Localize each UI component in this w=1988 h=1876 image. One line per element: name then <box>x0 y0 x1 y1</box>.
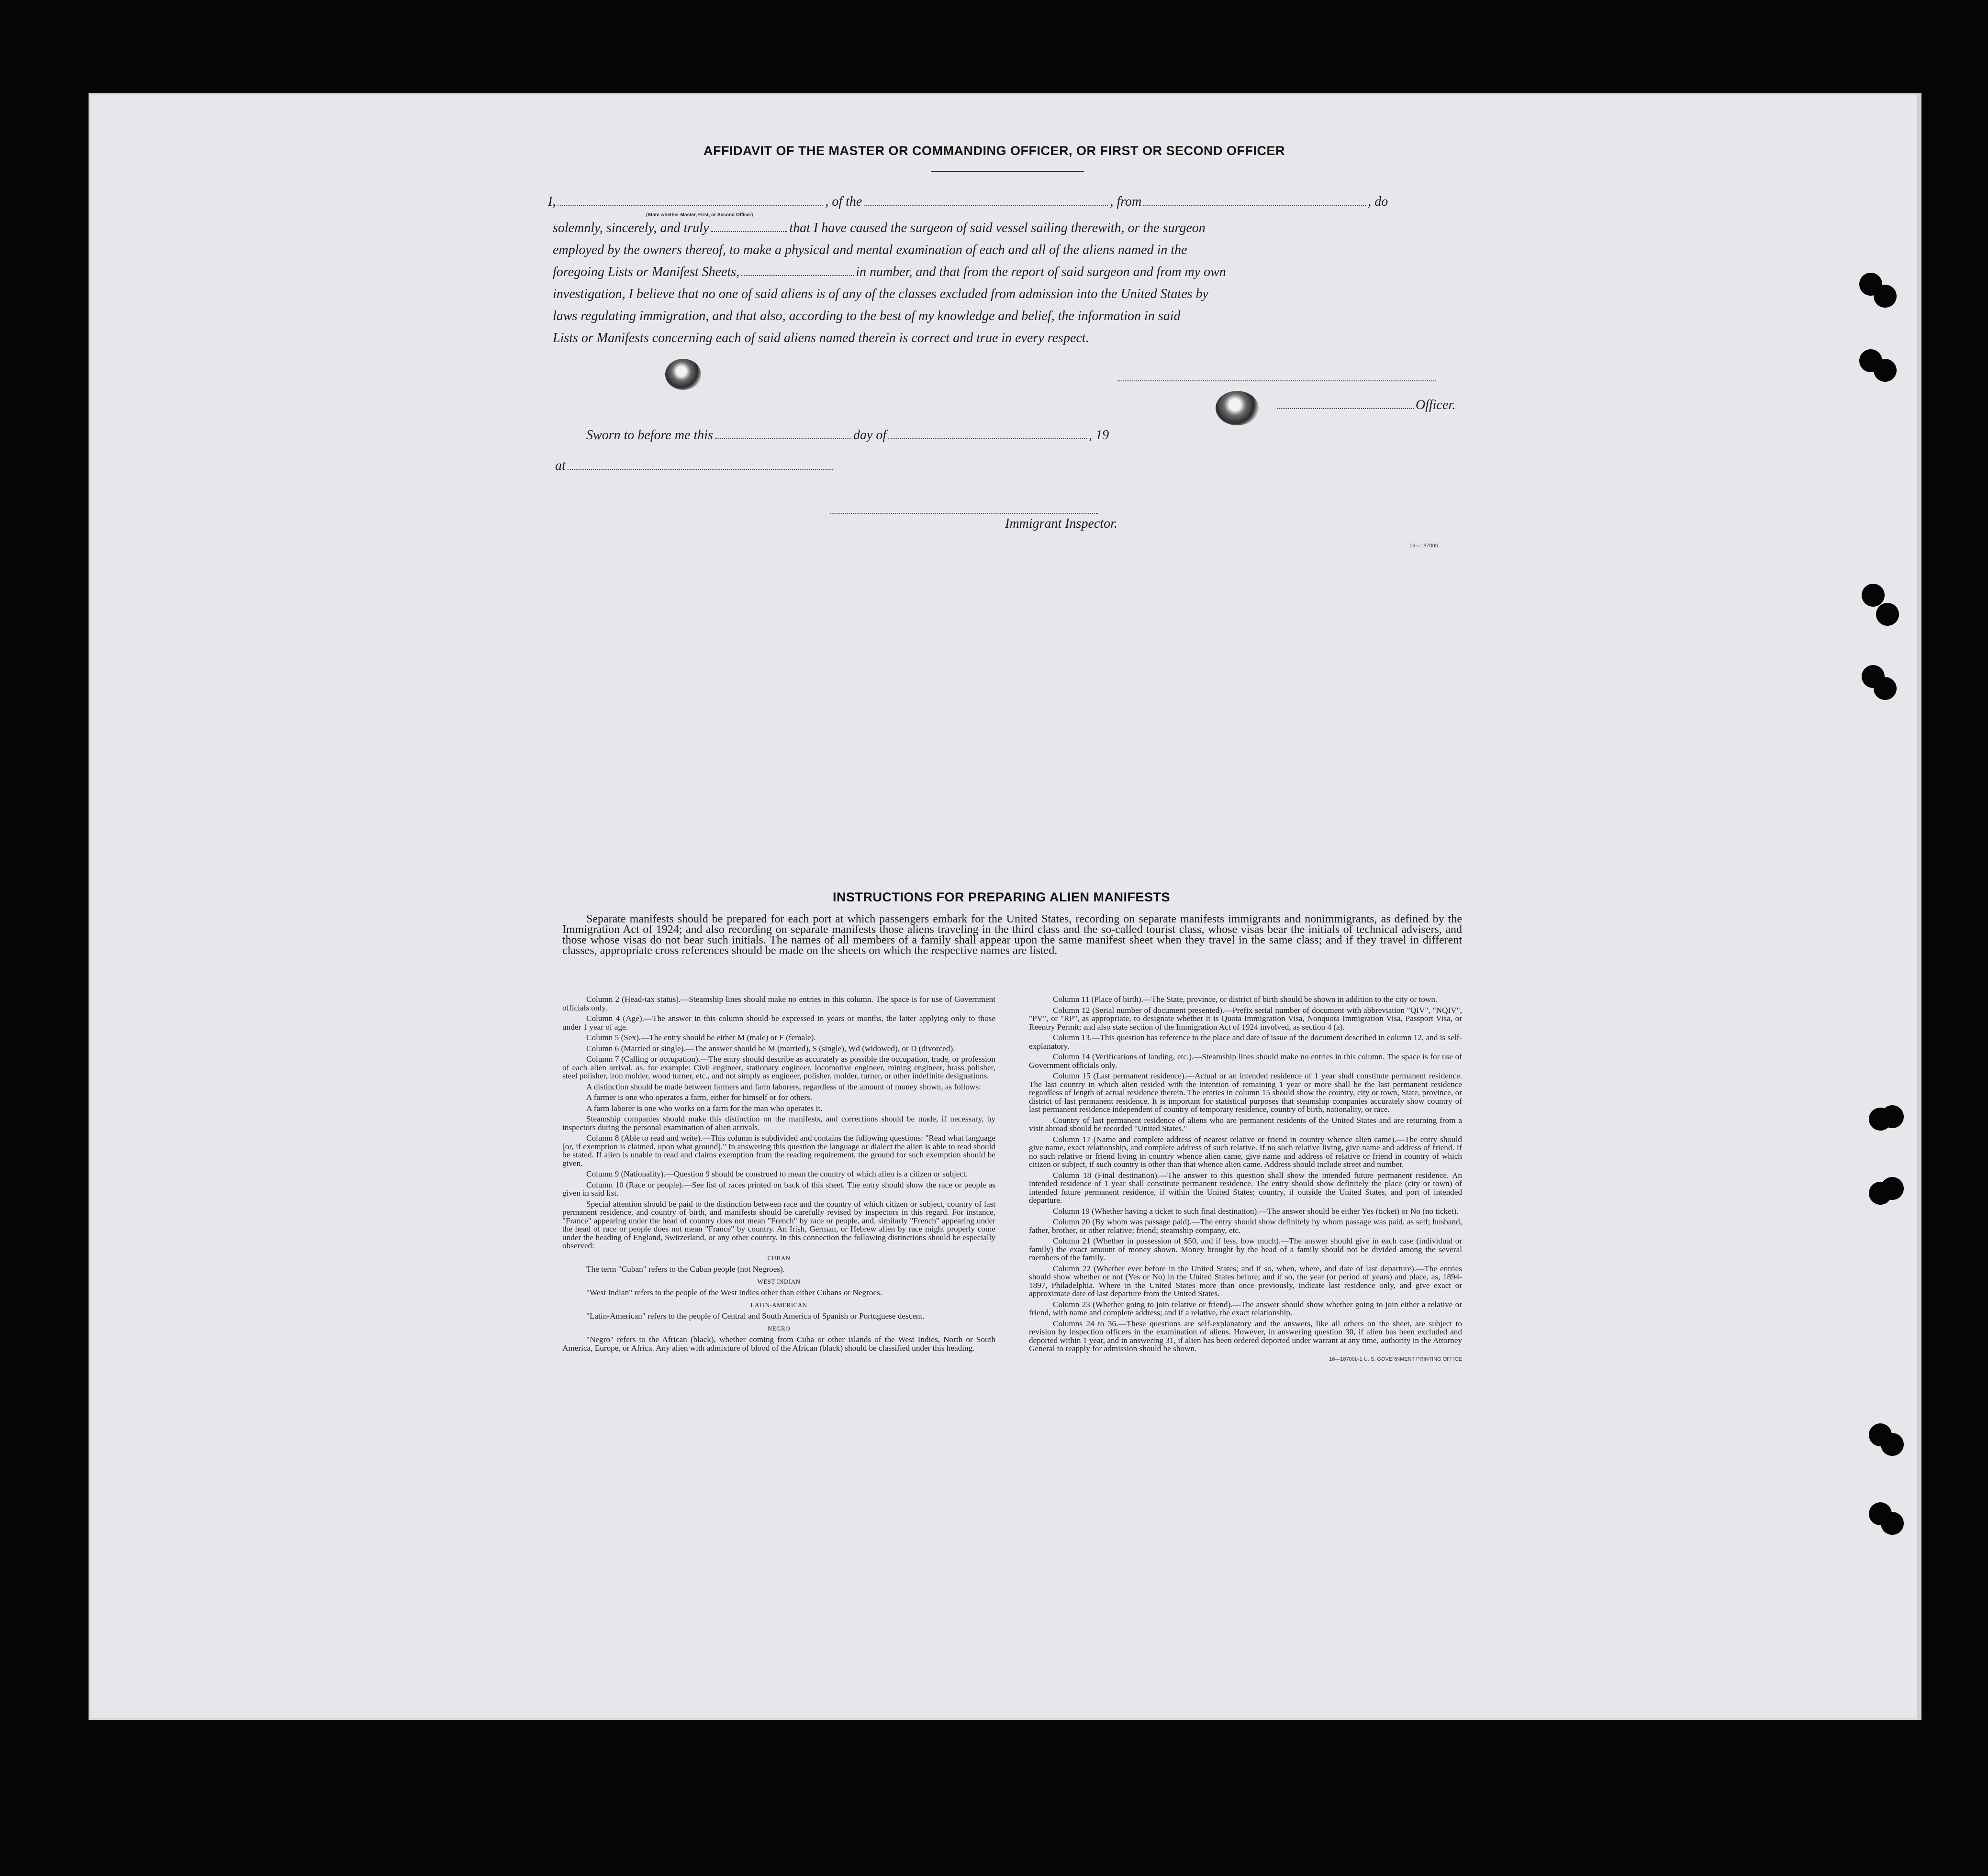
left-para: Column 7 (Calling or occupation).—The entry should describe as accurately as possible the occupation, trade, or profession of each alien arrival, as, for example: Civil engineer, stationary engineer, locomotive engineer, mining engineer, brass polisher, steel polisher, iron molder, wood turner, etc., and not simply as engineer, polisher, molder, turner, or other indefinite designations. <box>562 1055 995 1080</box>
affidavit-line-4: foregoing Lists or Manifest Sheets, in number, and that from the report of said surgeon and from my own <box>553 265 1226 279</box>
left-para: Column 10 (Race or people).—See list of races printed on back of this sheet. The entry should show the race or people as given in said list. <box>562 1180 995 1198</box>
binder-hole <box>1874 359 1897 382</box>
sworn-line: Sworn to before me this day of , 19 <box>586 428 1109 443</box>
negro-text: "Negro" refers to the African (black), whether coming from Cuba or other islands of the West Indies, North or South America, Europe, or Africa. Any alien with admixture of blood of the African (black) should be classified under this heading. <box>562 1335 995 1353</box>
left-para: A distinction should be made between farmers and farm laborers, regardless of the amount of money shown, as follows: <box>586 1082 981 1091</box>
left-para: A farmer is one who operates a farm, either for himself or for others. <box>586 1093 813 1102</box>
instructions-intro: Separate manifests should be prepared for each port at which passengers embark for the United States, recording on separate manifests immigrants and nonimmigrants, as defined by the Immigration Act of 1924; and also recording on separate manifests those aliens traveling in the third class and the so-called tourist class, whose visas bear the initials of technical advisers, and those whose visas do not bear such initials. The names of all members of a family shall appear upon the same manifest sheet when they travel in the same class; and if they travel in different classes, appropriate cross references should be made on the sheets on which the respective names are listed. <box>562 913 1462 957</box>
rivet-right <box>1216 391 1259 425</box>
signature-line-top <box>1117 380 1436 381</box>
right-para: Column 22 (Whether ever before in the United States; and if so, when, where, and date of last departure).—The entries should show whether or not (Yes or No) in the United States before; and if so, the year (or period of years) and place, as, 1894-1897, Philadelphia. Where in the United States more than once previously, indicate last residence only, and give exact or approximate date of last departure from the United States. <box>1029 1264 1462 1298</box>
right-para: Column 15 (Last permanent residence).—Actual or an intended residence of 1 year shall constitute permanent residence. The last country in which alien resided with the intention of remaining 1 year or more shall be the last permanent residence regardless of length of actual residence therein. The entries in column 15 should show the country, city or town, State, province, or district of last permanent residence. It is important for statistical purposes that steamship companies accurately show country of last permanent residence independent of country of temporary residence, country of birth, nationality, or race. <box>1029 1071 1462 1114</box>
west-indian-text: "West Indian" refers to the people of the West Indies other than either Cubans or Negroes. <box>586 1288 882 1297</box>
binder-hole <box>1862 584 1885 607</box>
instructions-right-column <box>1029 995 1462 1364</box>
left-para: Column 6 (Married or single).—The answer should be M (married), S (single), Wd (widowed), or D (divorced). <box>586 1043 955 1053</box>
manifest-sheet <box>89 93 1921 1720</box>
right-para: Column 11 (Place of birth).—The State, province, or district of birth should be shown in addition to the city or town. <box>1053 995 1438 1004</box>
binder-hole <box>1881 1433 1904 1456</box>
west-indian-heading: WEST INDIAN <box>757 1277 801 1285</box>
at-line: at <box>555 455 835 477</box>
latin-american-heading: LATIN-AMERICAN <box>750 1301 807 1309</box>
binder-hole <box>1874 285 1897 308</box>
binder-hole <box>1874 677 1897 700</box>
affidavit-line-6: laws regulating immigration, and that also, according to the best of my knowledge and belief, the information in said <box>553 309 1181 323</box>
affidavit-line-3: employed by the owners thereof, to make a physical and mental examination of each and all of the aliens named in the <box>553 243 1187 257</box>
scan-border <box>0 0 1988 91</box>
affidavit-line-2: solemnly, sincerely, and truly that I have caused the surgeon of said vessel sailing therewith, or the surgeon <box>553 221 1206 235</box>
binder-hole <box>1881 1177 1904 1200</box>
right-para: Column 21 (Whether in possession of $50, and if less, how much).—The answer should give in each case (individual or family) the exact amount of money shown. Money brought by the head of a family should not be divided among the several members of the family. <box>1029 1236 1462 1262</box>
binder-hole <box>1876 603 1899 626</box>
form-number: 16—18700b <box>1409 543 1438 549</box>
affidavit-line-5: investigation, I believe that no one of said aliens is of any of the classes excluded from admission into the United States by <box>553 287 1208 301</box>
right-para: Country of last permanent residence of aliens who are permanent residents of the United States and are returning from a visit abroad should be recorded "United States." <box>1029 1115 1462 1133</box>
affidavit-line-7: Lists or Manifests concerning each of said aliens named therein is correct and true in every respect. <box>553 331 1089 345</box>
binder-hole <box>1881 1512 1904 1535</box>
instructions-left-column <box>562 995 995 1354</box>
right-para: Column 20 (By whom was passage paid).—The entry should show definitely by whom passage was paid, as self; husband, father, brother, or other relative; friend; steamship company, etc. <box>1029 1217 1462 1235</box>
right-para: Columns 24 to 36.—These questions are self-explanatory and the answers, like all others on the sheet, are subject to revision by inspection officers in the examination of aliens. However, in answering question 30, if alien has been excluded and deported within 1 year, and in answering 31, if alien has been ordered deported under warrant at any time, authority in the Attorney General to reapply for admission should be shown. <box>1029 1319 1462 1353</box>
rivet-left <box>665 359 701 390</box>
left-para: Column 5 (Sex).—The entry should be either M (male) or F (female). <box>586 1033 816 1042</box>
inspector-label: Immigrant Inspector. <box>1005 516 1117 531</box>
affidavit-title: AFFIDAVIT OF THE MASTER OR COMMANDING OFFICER, OR FIRST OR SECOND OFFICER <box>704 144 1285 158</box>
left-para: Column 9 (Nationality).—Question 9 should be construed to mean the country of which alien is a citizen or subject. <box>586 1169 968 1178</box>
right-para: Column 14 (Verifications of landing, etc.).—Steamship lines should make no entries in this column. The space is for use of Government officials only. <box>1029 1052 1462 1070</box>
binder-hole <box>1881 1105 1904 1128</box>
officer-line: Officer. <box>1275 395 1455 416</box>
left-para: Special attention should be paid to the distinction between race and the country of which citizen or subject, country of last permanent residence, and country of birth, and manifests should be carefully revised by inspectors in this regard. For instance, "France" appearing under the head of country does not mean "French" by race or people, and, similarly "French" appearing under the head of race or people does not mean "France" by country. An Irish, German, or Hebrew alien by race might properly come under the heading of England, Switzerland, or any other country. In this connection the following distinctions should be especially observed: <box>562 1199 995 1250</box>
left-para: Column 8 (Able to read and write).—This column is subdivided and contains the following questions: "Read what language [or, if exemption is claimed, upon what ground]." In answering this question the language or dialect the alien is able to read should be stated. If alien is unable to read and claims exemption from the reading requirement, the ground for such exemption should be given. <box>562 1133 995 1168</box>
affidavit-line-1: I, , of the , from , do <box>548 194 1388 209</box>
left-para: Steamship companies should make this distinction on the manifests, and corrections should be made, if necessary, by inspectors during the personal examination of alien arrivals. <box>562 1114 995 1132</box>
state-note: (State whether Master, First, or Second Officer) <box>646 212 753 218</box>
right-para: Column 23 (Whether going to join relative or friend).—The answer should show whether going to join either a relative or friend, with name and complete address; and if a relative, the exact relationship. <box>1029 1299 1462 1317</box>
right-para: Column 12 (Serial number of document presented).—Prefix serial number of document with abbreviation "QIV", "NQIV", "PV", or "RP", as appropriate, to designate whether it is Quota Immigration Visa, Nonquota Immigration Visa, Passport Visa, or Reentry Permit; and also state section of the Immigration Act of 1924 involved, as section 4 (a). <box>1029 1005 1462 1032</box>
instructions-title: INSTRUCTIONS FOR PREPARING ALIEN MANIFESTS <box>833 890 1171 904</box>
right-para: Column 17 (Name and complete address of nearest relative or friend in country whence alien came).—The entry should give name, exact relationship, and complete address of such relative. If no such relative living, give name and address of friend. If no such relative or friend living in country whence alien came, give name and address of relative or friend in country of which citizen or subject, if such country is other than that whence alien came. Address should include street and number. <box>1029 1134 1462 1169</box>
right-para: Column 18 (Final destination).—The answer to this question shall show the intended future permanent residence. An intended residence of 1 year shall constitute permanent residence. The entry should show definitely the place (city or town) of intended future permanent residence, if within the United States; country, if outside the United States, and port of intended departure. <box>1029 1170 1462 1205</box>
cuban-text: The term "Cuban" refers to the Cuban people (not Negroes). <box>586 1265 785 1274</box>
left-para: Column 2 (Head-tax status).—Steamship lines should make no entries in this column. The space is for use of Government officials only. <box>562 995 995 1012</box>
title-rule <box>931 171 1084 172</box>
printing-office-footer: 16—18700b-1 U. S. GOVERNMENT PRINTING OFFICE <box>1329 1356 1462 1362</box>
latin-american-text: "Latin-American" refers to the people of Central and South America of Spanish or Portuguese descent. <box>586 1311 925 1321</box>
negro-heading: NEGRO <box>767 1324 791 1332</box>
left-para: Column 4 (Age).—The answer in this column should be expressed in years or months, the latter applying only to those under 1 year of age. <box>562 1014 995 1032</box>
right-para: Column 13.—This question has reference to the place and date of issue of the document described in column 12, and is self-explanatory. <box>1029 1033 1462 1051</box>
cuban-heading: CUBAN <box>767 1254 791 1262</box>
right-para: Column 19 (Whether having a ticket to such final destination).—The answer should be either Yes (ticket) or No (no ticket). <box>1053 1206 1459 1216</box>
left-para: A farm laborer is one who works on a farm for the man who operates it. <box>586 1103 823 1113</box>
